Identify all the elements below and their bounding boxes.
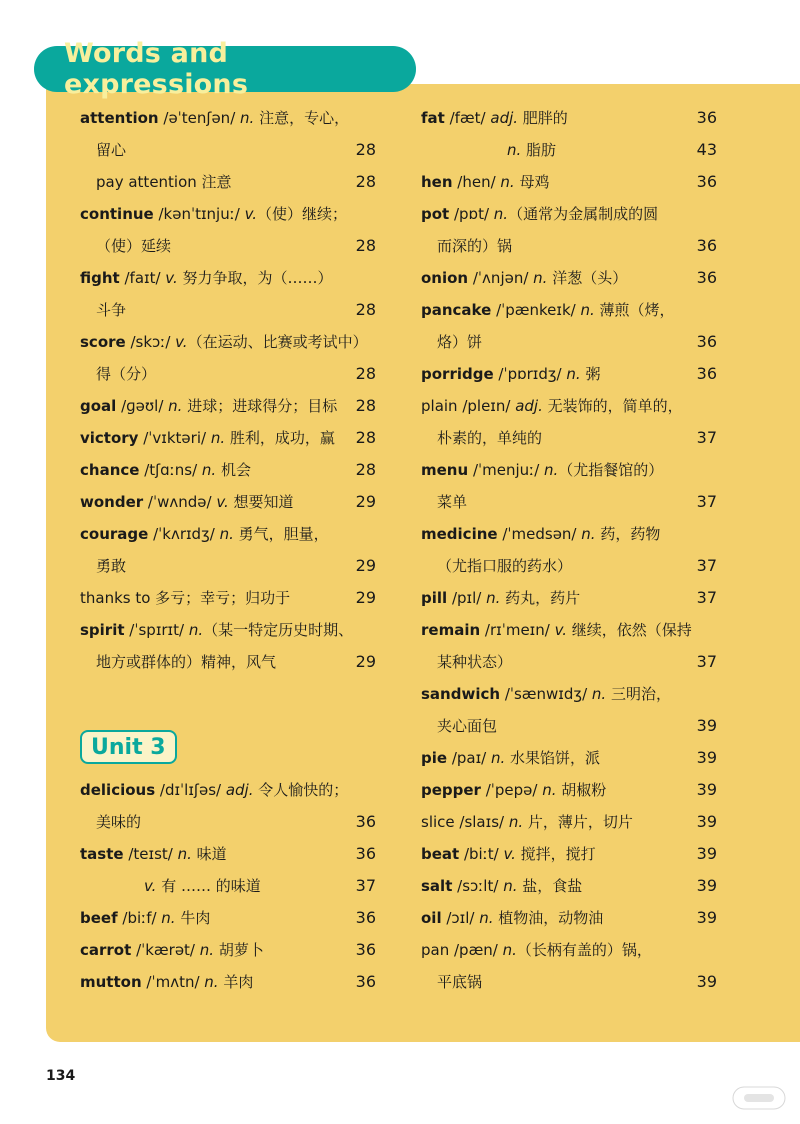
headword: sandwich — [421, 685, 501, 703]
headword: score — [80, 333, 126, 351]
pronunciation: /ˈpɒrɪdʒ/ — [493, 365, 567, 383]
headword: porridge — [421, 365, 494, 383]
page-ref: 39 — [696, 812, 717, 831]
part-of-speech: n. — [542, 781, 557, 799]
vocab-entry-row — [421, 678, 717, 710]
pronunciation: （尤指口服的药水） — [437, 557, 573, 575]
definition: 继续，依然（保持 — [567, 621, 692, 639]
headword: chance — [80, 461, 140, 479]
headword: salt — [421, 877, 453, 895]
headword: pill — [421, 589, 448, 607]
part-of-speech: n. — [493, 205, 509, 223]
page-ref — [692, 614, 717, 646]
section-title: Words and expressions — [64, 38, 249, 100]
pronunciation: /əˈtenʃən/ — [158, 109, 241, 127]
headword: oil — [421, 909, 442, 927]
page-ref: 43 — [696, 140, 717, 159]
page-ref — [687, 294, 717, 326]
page-ref: 37 — [696, 652, 717, 671]
vocab-entry-row — [80, 646, 376, 678]
pronunciation: （使）延续 — [96, 237, 172, 255]
headword: onion — [421, 269, 469, 287]
pronunciation: plain /pleɪn/ — [421, 397, 516, 415]
definition: 味道 — [191, 845, 227, 863]
part-of-speech: adj. — [490, 109, 519, 127]
definition: 片，薄片，切片 — [523, 813, 633, 831]
pronunciation: /ˈmedsən/ — [497, 525, 582, 543]
page-ref: 28 — [355, 140, 376, 159]
definition: 胡萝卜 — [214, 941, 264, 959]
headword: attention — [80, 109, 159, 127]
part-of-speech: n. — [502, 941, 517, 959]
vocab-entry-row — [421, 902, 717, 934]
pronunciation: /ɔɪl/ — [441, 909, 480, 927]
page-ref: 36 — [355, 908, 376, 927]
vocab-entry-row — [421, 710, 717, 742]
definition: 三明治， — [606, 685, 671, 703]
vocab-entry-row — [80, 838, 376, 870]
page-ref: 36 — [696, 236, 717, 255]
definition: 胡椒粉 — [556, 781, 607, 799]
vocab-entry-row — [421, 230, 717, 262]
page-ref: 39 — [696, 844, 717, 863]
vocab-entry-row — [421, 934, 717, 966]
part-of-speech: v. — [165, 269, 178, 287]
pronunciation: /ɡəʊl/ — [116, 397, 169, 415]
vocab-entry-row — [421, 774, 717, 806]
part-of-speech: n. — [479, 909, 494, 927]
vocab-entry-row — [80, 102, 376, 134]
page-ref: 28 — [355, 428, 376, 447]
part-of-speech: n. — [201, 461, 217, 479]
left-column — [80, 102, 376, 678]
part-of-speech: v. — [554, 621, 568, 639]
part-of-speech: v. — [175, 333, 188, 351]
definition: 令人愉快的； — [253, 781, 349, 799]
vocab-entry-row — [80, 454, 376, 486]
page-ref: 37 — [355, 876, 376, 895]
vocab-entry-row — [421, 550, 717, 582]
definition: 勇气，胆量， — [233, 525, 329, 543]
page-ref: 39 — [696, 780, 717, 799]
headword: pancake — [421, 301, 492, 319]
pronunciation: 地方或群体的）精神，风气 — [96, 653, 277, 671]
part-of-speech: n. — [508, 813, 524, 831]
headword: continue — [80, 205, 154, 223]
part-of-speech: n. — [566, 365, 581, 383]
vocab-entry-row — [421, 518, 717, 550]
vocab-entry-row — [80, 550, 376, 582]
part-of-speech: n. — [199, 941, 215, 959]
pronunciation: /ˈmʌtn/ — [141, 973, 205, 991]
pronunciation: /ˈspɪrɪt/ — [124, 621, 189, 639]
pronunciation: /pɒt/ — [449, 205, 494, 223]
pronunciation: /ˈʌnjən/ — [468, 269, 534, 287]
headword: beat — [421, 845, 460, 863]
pronunciation: 平底锅 — [437, 973, 483, 991]
pronunciation: 留心 — [96, 141, 127, 159]
part-of-speech: n. — [486, 589, 501, 607]
page-ref: 28 — [355, 460, 376, 479]
page-ref — [346, 518, 376, 550]
part-of-speech: adj. — [515, 397, 543, 415]
pronunciation: pay attention 注意 — [96, 173, 232, 191]
part-of-speech: adj. — [225, 781, 254, 799]
vocab-entry-row — [80, 326, 376, 358]
vocab-entry-row — [421, 358, 717, 390]
page-ref: 39 — [696, 876, 717, 895]
pronunciation: thanks to 多亏；幸亏；归功于 — [80, 589, 291, 607]
pronunciation: 某种状态） — [437, 653, 513, 671]
headword: remain — [421, 621, 481, 639]
pronunciation: /hen/ — [452, 173, 501, 191]
vocab-entry-row — [421, 262, 717, 294]
pronunciation: 斗争 — [96, 301, 127, 319]
page-ref: 29 — [355, 556, 376, 575]
right-column — [421, 102, 717, 998]
vocab-entry-row — [80, 294, 376, 326]
definition: 进球；进球得分；目标 — [182, 397, 338, 415]
vocab-entry-row — [80, 422, 376, 454]
vocab-entry-row — [80, 262, 376, 294]
vocab-entry-row — [421, 294, 717, 326]
headword: delicious — [80, 781, 156, 799]
headword: carrot — [80, 941, 132, 959]
pronunciation: slice /slaɪs/ — [421, 813, 509, 831]
page-ref: 29 — [355, 588, 376, 607]
page-ref: 36 — [355, 972, 376, 991]
vocab-entry-row — [421, 454, 717, 486]
page-ref: 29 — [355, 652, 376, 671]
definition: （某一特定历史时期、 — [203, 621, 354, 639]
headword: menu — [421, 461, 469, 479]
definition: 植物油，动物油 — [493, 909, 604, 927]
headword: taste — [80, 845, 124, 863]
definition: 搅拌，搅打 — [515, 845, 596, 863]
vocab-entry-row — [80, 358, 376, 390]
definition: 粥 — [580, 365, 601, 383]
headword: mutton — [80, 973, 142, 991]
vocab-entry-row — [421, 422, 717, 454]
page-ref — [687, 934, 717, 966]
pronunciation: /paɪ/ — [447, 749, 491, 767]
part-of-speech: n. — [581, 525, 596, 543]
definition: 洋葱（头） — [547, 269, 628, 287]
pronunciation: /sɔːlt/ — [452, 877, 504, 895]
part-of-speech: v. — [216, 493, 229, 511]
headword: fight — [80, 269, 120, 287]
page-ref: 28 — [355, 300, 376, 319]
pronunciation: /ˈmenjuː/ — [468, 461, 545, 479]
vocab-entry-row — [80, 774, 376, 806]
pronunciation: /dɪˈlɪʃəs/ — [155, 781, 226, 799]
vocab-entry-row — [421, 614, 717, 646]
pronunciation: /pɪl/ — [447, 589, 487, 607]
part-of-speech: n. — [533, 269, 548, 287]
headword: pepper — [421, 781, 481, 799]
part-of-speech: v. — [503, 845, 516, 863]
vocab-entry-row — [80, 198, 376, 230]
vocab-entry-row — [80, 390, 376, 422]
watermark-icon — [732, 1086, 786, 1110]
page-ref: 39 — [696, 748, 717, 767]
vocab-entry-row — [421, 838, 717, 870]
vocab-entry-row — [80, 486, 376, 518]
page-ref: 29 — [355, 492, 376, 511]
page-ref — [349, 102, 376, 134]
page-ref: 36 — [696, 364, 717, 383]
unit-badge-label: Unit 3 — [91, 734, 166, 760]
page-ref — [687, 454, 717, 486]
vocab-entry-row — [80, 230, 376, 262]
vocab-entry-row — [421, 198, 717, 230]
pronunciation: /ˈvɪktəri/ — [138, 429, 211, 447]
definition: （在运动、比赛或考试中） — [187, 333, 368, 351]
page-ref — [687, 390, 717, 422]
pronunciation: 美味的 — [96, 813, 142, 831]
vocab-entry-row — [421, 966, 717, 998]
vocab-entry-row — [80, 166, 376, 198]
definition: 牛肉 — [175, 909, 211, 927]
definition: 有 …… 的味道 — [156, 877, 261, 895]
page-ref: 36 — [696, 172, 717, 191]
page-ref: 36 — [355, 940, 376, 959]
part-of-speech: n. — [188, 621, 204, 639]
definition: 胜利，成功，赢 — [225, 429, 335, 447]
vocab-entry-row — [421, 326, 717, 358]
headword: pie — [421, 749, 448, 767]
page-ref: 28 — [355, 172, 376, 191]
pronunciation: pan /pæn/ — [421, 941, 503, 959]
vocab-entry-row — [80, 870, 376, 902]
page-ref: 37 — [696, 588, 717, 607]
part-of-speech: n. — [491, 749, 506, 767]
pronunciation: 夹心面包 — [437, 717, 498, 735]
vocab-entry-row — [421, 742, 717, 774]
headword: spirit — [80, 621, 125, 639]
page-ref: 39 — [696, 716, 717, 735]
definition: 想要知道 — [228, 493, 294, 511]
pronunciation: /ˈwʌndə/ — [143, 493, 217, 511]
definition: （使）继续； — [257, 205, 348, 223]
headword: medicine — [421, 525, 498, 543]
pronunciation: /biːt/ — [459, 845, 504, 863]
definition: （尤指餐馆的） — [558, 461, 664, 479]
pronunciation: /rɪˈmeɪn/ — [480, 621, 555, 639]
part-of-speech: n. — [544, 461, 559, 479]
pronunciation: /kənˈtɪnjuː/ — [153, 205, 245, 223]
pronunciation: /teɪst/ — [123, 845, 178, 863]
part-of-speech: n. — [210, 429, 226, 447]
vocab-entry-row — [421, 390, 717, 422]
part-of-speech: n. — [168, 397, 183, 415]
definition: 盐，食盐 — [517, 877, 583, 895]
headword: fat — [421, 109, 445, 127]
page-ref: 36 — [355, 812, 376, 831]
page-ref: 36 — [696, 108, 717, 127]
vocab-entry-row — [421, 646, 717, 678]
vocab-entry-row — [80, 966, 376, 998]
vocab-entry-row — [421, 870, 717, 902]
pronunciation: /skɔː/ — [125, 333, 176, 351]
vocab-entry-row — [421, 806, 717, 838]
definition: 母鸡 — [514, 173, 550, 191]
page-ref: 39 — [696, 972, 717, 991]
pronunciation: /ˈpænkeɪk/ — [491, 301, 581, 319]
unit3-column — [80, 774, 376, 998]
part-of-speech: n. — [500, 173, 515, 191]
definition: 药，药物 — [595, 525, 661, 543]
part-of-speech: v. — [244, 205, 258, 223]
part-of-speech: n. — [507, 141, 522, 159]
pronunciation: /tʃɑːns/ — [139, 461, 202, 479]
pronunciation: 而深的）锅 — [437, 237, 513, 255]
page-ref: 39 — [696, 908, 717, 927]
definition: 药丸，药片 — [500, 589, 581, 607]
definition: 薄煎（烤， — [594, 301, 675, 319]
pronunciation: /ˈsænwɪdʒ/ — [500, 685, 592, 703]
headword: goal — [80, 397, 117, 415]
unit-badge — [80, 730, 177, 764]
definition: 无装饰的，简单的， — [542, 397, 683, 415]
page-ref: 37 — [696, 428, 717, 447]
pronunciation: 得（分） — [96, 365, 157, 383]
pronunciation: /ˈpepə/ — [480, 781, 543, 799]
page-ref — [346, 262, 376, 294]
part-of-speech: n. — [503, 877, 518, 895]
page-ref: 37 — [696, 492, 717, 511]
vocab-entry-row — [421, 582, 717, 614]
definition: 脂肪 — [521, 141, 557, 159]
vocab-entry-row — [421, 486, 717, 518]
vocab-entry-row — [80, 134, 376, 166]
definition: 水果馅饼，派 — [505, 749, 601, 767]
vocab-entry-row — [80, 614, 376, 646]
headword: wonder — [80, 493, 144, 511]
page-ref — [687, 198, 717, 230]
definition: 机会 — [216, 461, 251, 479]
definition: 羊肉 — [218, 973, 254, 991]
page-ref: 36 — [355, 844, 376, 863]
page-ref: 28 — [355, 396, 376, 415]
page-ref — [687, 678, 717, 710]
page-ref: 37 — [696, 556, 717, 575]
definition: （通常为金属制成的圆 — [508, 205, 659, 223]
vocab-entry-row — [80, 934, 376, 966]
headword: pot — [421, 205, 450, 223]
definition: （长柄有盖的）锅， — [516, 941, 652, 959]
headword: beef — [80, 909, 118, 927]
part-of-speech: n. — [591, 685, 607, 703]
vocab-entry-row — [421, 102, 717, 134]
part-of-speech: n. — [240, 109, 255, 127]
part-of-speech: n. — [580, 301, 595, 319]
part-of-speech: n. — [161, 909, 176, 927]
vocab-entry-row — [80, 518, 376, 550]
page-number: 134 — [46, 1068, 76, 1084]
page-ref: 28 — [355, 236, 376, 255]
page-ref — [353, 614, 376, 646]
part-of-speech: v. — [144, 877, 157, 895]
part-of-speech: n. — [219, 525, 234, 543]
page-ref — [347, 198, 376, 230]
vocab-entry-row — [80, 582, 376, 614]
pronunciation: 朴素的，单纯的 — [437, 429, 543, 447]
page-ref: 36 — [696, 268, 717, 287]
part-of-speech: n. — [204, 973, 219, 991]
page-ref — [348, 774, 376, 806]
pronunciation: 烙）饼 — [437, 333, 483, 351]
section-banner — [34, 38, 416, 100]
headword: victory — [80, 429, 139, 447]
part-of-speech: n. — [177, 845, 192, 863]
pronunciation: /ˈkʌrɪdʒ/ — [148, 525, 220, 543]
page-ref: 36 — [696, 332, 717, 351]
pronunciation: /faɪt/ — [119, 269, 166, 287]
pronunciation: /fæt/ — [444, 109, 491, 127]
page-ref: 28 — [355, 364, 376, 383]
page-ref — [368, 326, 376, 358]
headword: hen — [421, 173, 453, 191]
vocab-entry-row — [80, 902, 376, 934]
vocab-entry-row — [80, 806, 376, 838]
vocab-entry-row — [421, 134, 717, 166]
definition: 注意，专心， — [254, 109, 350, 127]
pronunciation: /ˈkærət/ — [131, 941, 200, 959]
vocab-entry-row — [421, 166, 717, 198]
definition: 努力争取，为（……） — [177, 269, 333, 287]
pronunciation: 菜单 — [437, 493, 468, 511]
headword: courage — [80, 525, 149, 543]
pronunciation: 勇敢 — [96, 557, 127, 575]
page-ref — [687, 518, 717, 550]
pronunciation: /biːf/ — [117, 909, 162, 927]
definition: 肥胖的 — [518, 109, 568, 127]
